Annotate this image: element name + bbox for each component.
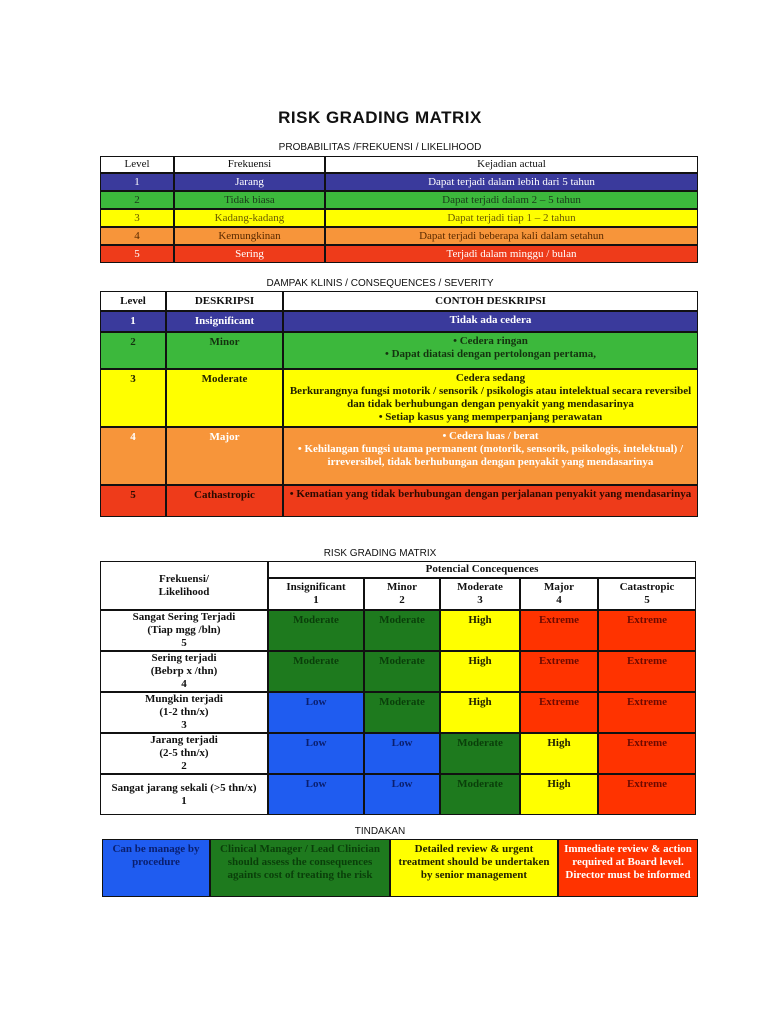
consequences-header-0: Level	[100, 291, 166, 311]
consequences-row-1-level: 1	[100, 311, 166, 332]
example-line: Tidak ada cedera	[449, 314, 532, 326]
matrix-cell-5-1: Low	[268, 774, 364, 815]
matrix-cell-2-2: Moderate	[364, 651, 440, 692]
consequences-row-4-examples	[283, 427, 698, 485]
matrix-cell-2-1: Moderate	[268, 651, 364, 692]
action-3: Detailed review & urgent treatment should be undertaken by senior management	[390, 839, 558, 897]
consequences-row-3-desc: Moderate	[166, 369, 283, 427]
consequences-row-1-desc: Insignificant	[166, 311, 283, 332]
matrix-cell-5-3: Moderate	[440, 774, 520, 815]
action-1: Can be manage by procedure	[102, 839, 210, 897]
likelihood-row-1-level: 1	[100, 173, 174, 191]
matrix-row-label-4: Jarang terjadi (2-5 thn/x) 2	[100, 733, 268, 774]
likelihood-row-2-desc: Dapat terjadi dalam 2 – 5 tahun	[325, 191, 698, 209]
example-line: • Kematian yang tidak berhubungan dengan perjalanan penyakit yang mendasarinya	[289, 488, 692, 500]
matrix-cell-5-2: Low	[364, 774, 440, 815]
action-4: Immediate review & action required at Board level. Director must be informed	[558, 839, 698, 897]
example-line: Cedera sedang	[455, 372, 526, 384]
likelihood-row-4-freq: Kemungkinan	[174, 227, 325, 245]
matrix-cell-2-4: Extreme	[520, 651, 598, 692]
matrix-cell-1-1: Moderate	[268, 610, 364, 651]
likelihood-row-1-desc: Dapat terjadi dalam lebih dari 5 tahun	[325, 173, 698, 191]
matrix-col-3: Moderate 3	[440, 578, 520, 610]
matrix-row-label-3: Mungkin terjadi (1-2 thn/x) 3	[100, 692, 268, 733]
action-2: Clinical Manager / Lead Clinician should assess the consequences againts cost of treating the risk	[210, 839, 390, 897]
matrix-row-label-2: Sering terjadi (Bebrp x /thn) 4	[100, 651, 268, 692]
likelihood-row-1-freq: Jarang	[174, 173, 325, 191]
matrix-row-header: Frekuensi/ Likelihood	[100, 561, 268, 610]
consequences-row-4-desc: Major	[166, 427, 283, 485]
matrix-row-label-1: Sangat Sering Terjadi (Tiap mgg /bln) 5	[100, 610, 268, 651]
matrix-cell-4-3: Moderate	[440, 733, 520, 774]
matrix-cell-4-2: Low	[364, 733, 440, 774]
example-line: • Setiap kasus yang memperpanjang perawatan	[378, 411, 603, 423]
matrix-cell-1-3: High	[440, 610, 520, 651]
matrix-heading: RISK GRADING MATRIX	[323, 548, 437, 559]
matrix-cell-5-4: High	[520, 774, 598, 815]
example-line: • Dapat diatasi dengan pertolongan pertama,	[384, 348, 597, 360]
example-line: Berkurangnya fungsi motorik / sensorik / psikologis atau intelektual secara reversibel dan tidak berhubungan dengan penyakit yang mendasarinya	[289, 385, 692, 410]
page-title: RISK GRADING MATRIX	[278, 108, 482, 127]
matrix-cell-1-4: Extreme	[520, 610, 598, 651]
likelihood-row-5-level: 5	[100, 245, 174, 263]
likelihood-row-2-level: 2	[100, 191, 174, 209]
likelihood-row-5-desc: Terjadi dalam minggu / bulan	[325, 245, 698, 263]
likelihood-row-2-freq: Tidak biasa	[174, 191, 325, 209]
consequences-row-5-desc: Cathastropic	[166, 485, 283, 517]
matrix-cell-3-1: Low	[268, 692, 364, 733]
consequences-header-1: DESKRIPSI	[166, 291, 283, 311]
matrix-cell-1-2: Moderate	[364, 610, 440, 651]
actions-heading: TINDAKAN	[354, 826, 406, 837]
example-line: • Cedera ringan	[453, 335, 528, 347]
likelihood-row-4-desc: Dapat terjadi beberapa kali dalam setahun	[325, 227, 698, 245]
matrix-col-group: Potencial Concequences	[268, 561, 696, 578]
consequences-row-2-level: 2	[100, 332, 166, 369]
matrix-cell-4-1: Low	[268, 733, 364, 774]
matrix-cell-5-5: Extreme	[598, 774, 696, 815]
likelihood-header-2: Kejadian actual	[325, 156, 698, 173]
consequences-row-1-examples	[283, 311, 698, 332]
consequences-row-3-level: 3	[100, 369, 166, 427]
likelihood-header-1: Frekuensi	[174, 156, 325, 173]
matrix-cell-1-5: Extreme	[598, 610, 696, 651]
matrix-cell-3-2: Moderate	[364, 692, 440, 733]
matrix-cell-2-5: Extreme	[598, 651, 696, 692]
likelihood-row-4-level: 4	[100, 227, 174, 245]
consequences-row-2-desc: Minor	[166, 332, 283, 369]
consequences-row-5-level: 5	[100, 485, 166, 517]
matrix-col-5: Catastropic 5	[598, 578, 696, 610]
consequences-row-5-examples	[283, 485, 698, 517]
likelihood-row-3-desc: Dapat terjadi tiap 1 – 2 tahun	[325, 209, 698, 227]
matrix-cell-4-5: Extreme	[598, 733, 696, 774]
example-line: • Kehilangan fungsi utama permanent (motorik, sensorik, psikologis, intelektual) / irreversibel, tidak berhubungan dengan penyakit yang mendasarinya	[297, 443, 684, 468]
matrix-cell-3-4: Extreme	[520, 692, 598, 733]
consequences-heading: DAMPAK KLINIS / CONSEQUENCES / SEVERITY	[266, 278, 494, 289]
matrix-cell-2-3: High	[440, 651, 520, 692]
consequences-row-3-examples	[283, 369, 698, 427]
consequences-row-2-examples	[283, 332, 698, 369]
matrix-col-4: Major 4	[520, 578, 598, 610]
matrix-col-1: Insignificant 1	[268, 578, 364, 610]
consequences-row-4-level: 4	[100, 427, 166, 485]
likelihood-heading: PROBABILITAS /FREKUENSI / LIKELIHOOD	[278, 142, 482, 153]
likelihood-row-5-freq: Sering	[174, 245, 325, 263]
example-line: • Cedera luas / berat	[442, 430, 539, 442]
likelihood-row-3-freq: Kadang-kadang	[174, 209, 325, 227]
matrix-cell-3-5: Extreme	[598, 692, 696, 733]
matrix-row-label-5: Sangat jarang sekali (>5 thn/x) 1	[100, 774, 268, 815]
matrix-col-2: Minor 2	[364, 578, 440, 610]
matrix-cell-4-4: High	[520, 733, 598, 774]
consequences-header-2: CONTOH DESKRIPSI	[283, 291, 698, 311]
matrix-cell-3-3: High	[440, 692, 520, 733]
likelihood-header-0: Level	[100, 156, 174, 173]
likelihood-row-3-level: 3	[100, 209, 174, 227]
